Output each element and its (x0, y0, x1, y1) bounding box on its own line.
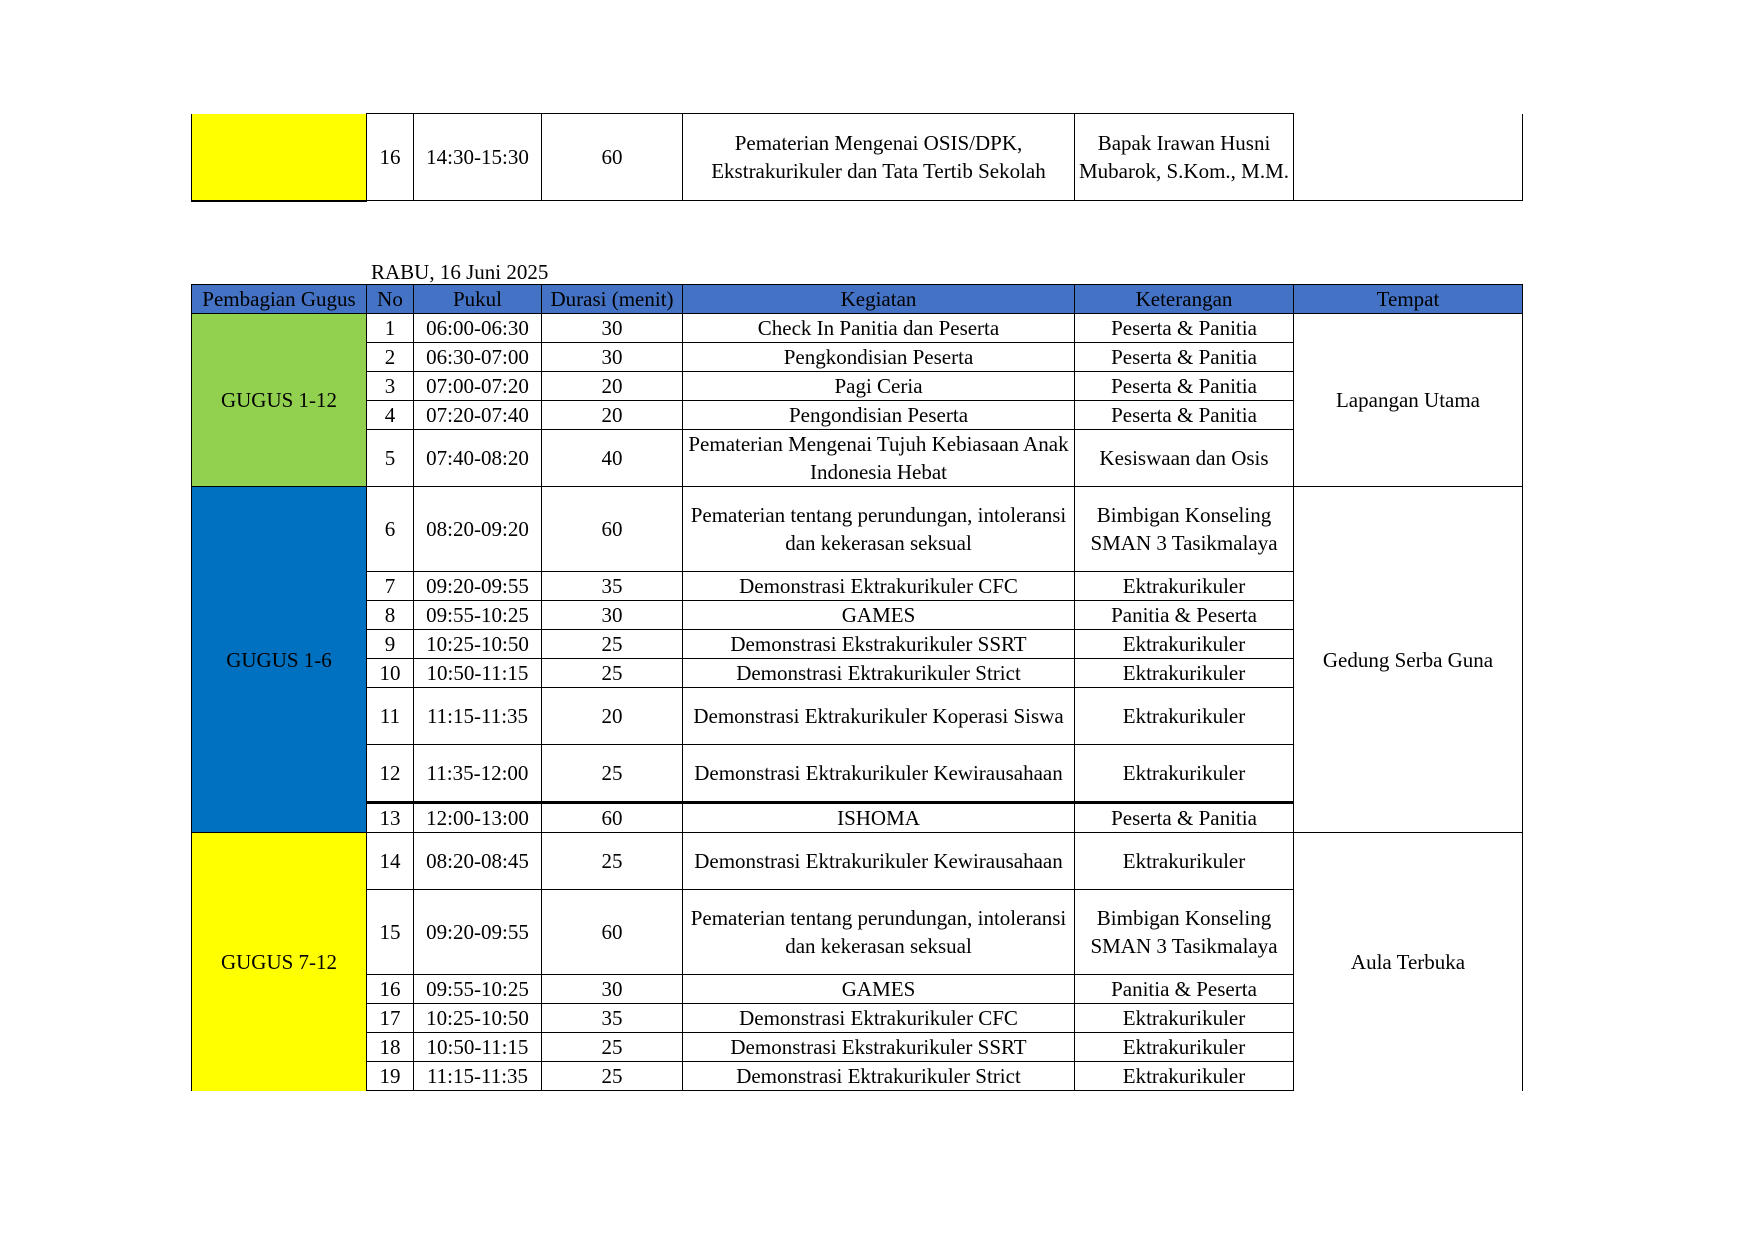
kegiatan-cell: Pematerian Mengenai OSIS/DPK, Ekstrakurikuler dan Tata Tertib Sekolah (683, 114, 1075, 201)
table-row (192, 487, 1523, 572)
pukul-cell: 09:20-09:55 (414, 890, 542, 975)
durasi-cell: 30 (542, 314, 683, 343)
kegiatan-cell: ISHOMA (683, 803, 1075, 833)
durasi-cell: 40 (542, 430, 683, 487)
keterangan-cell: Peserta & Panitia (1075, 401, 1294, 430)
kegiatan-cell: Demonstrasi Ektrakurikuler Strict (683, 1062, 1075, 1091)
pukul-cell: 10:25-10:50 (414, 630, 542, 659)
durasi-cell: 30 (542, 601, 683, 630)
pukul-cell: 07:00-07:20 (414, 372, 542, 401)
date-title: RABU, 16 Juni 2025 (371, 260, 549, 284)
header-no: No (367, 285, 414, 314)
header-kegiatan: Kegiatan (683, 285, 1075, 314)
schedule-table (191, 284, 1523, 1091)
no-cell: 16 (367, 975, 414, 1004)
header-gugus: Pembagian Gugus (192, 285, 367, 314)
header-keterangan: Keterangan (1075, 285, 1294, 314)
header-pukul: Pukul (414, 285, 542, 314)
durasi-cell: 20 (542, 688, 683, 745)
keterangan-cell: Panitia & Peserta (1075, 975, 1294, 1004)
no-cell: 13 (367, 803, 414, 833)
table-row (192, 114, 1523, 201)
tempat-cell: Gedung Serba Guna (1294, 487, 1523, 833)
no-cell: 10 (367, 659, 414, 688)
keterangan-cell: Kesiswaan dan Osis (1075, 430, 1294, 487)
keterangan-cell: Ektrakurikuler (1075, 1033, 1294, 1062)
no-cell: 3 (367, 372, 414, 401)
pukul-cell: 14:30-15:30 (414, 114, 542, 201)
kegiatan-cell: Demonstrasi Ektrakurikuler Kewirausahaan (683, 745, 1075, 803)
durasi-cell: 20 (542, 401, 683, 430)
durasi-cell: 25 (542, 1033, 683, 1062)
keterangan-cell: Ektrakurikuler (1075, 572, 1294, 601)
kegiatan-cell: Pagi Ceria (683, 372, 1075, 401)
durasi-cell: 30 (542, 343, 683, 372)
keterangan-cell: Peserta & Panitia (1075, 314, 1294, 343)
kegiatan-cell: Demonstrasi Ektrakurikuler Koperasi Siswa (683, 688, 1075, 745)
tempat-cell (1294, 114, 1523, 201)
durasi-cell: 25 (542, 1062, 683, 1091)
kegiatan-cell: Demonstrasi Ektrakurikuler CFC (683, 572, 1075, 601)
pukul-cell: 10:25-10:50 (414, 1004, 542, 1033)
keterangan-cell: Peserta & Panitia (1075, 372, 1294, 401)
gugus-cell: GUGUS 1-12 (192, 314, 367, 487)
keterangan-cell: Ektrakurikuler (1075, 688, 1294, 745)
pukul-cell: 11:35-12:00 (414, 745, 542, 803)
kegiatan-cell: GAMES (683, 601, 1075, 630)
kegiatan-cell: Check In Panitia dan Peserta (683, 314, 1075, 343)
previous-schedule-table (191, 113, 1523, 202)
pukul-cell: 08:20-09:20 (414, 487, 542, 572)
durasi-cell: 25 (542, 833, 683, 890)
kegiatan-cell: Demonstrasi Ektrakurikuler CFC (683, 1004, 1075, 1033)
durasi-cell: 25 (542, 659, 683, 688)
no-cell: 17 (367, 1004, 414, 1033)
keterangan-cell: Peserta & Panitia (1075, 343, 1294, 372)
kegiatan-cell: Pengkondisian Peserta (683, 343, 1075, 372)
keterangan-cell: Bimbigan Konseling SMAN 3 Tasikmalaya (1075, 890, 1294, 975)
keterangan-cell: Ektrakurikuler (1075, 1004, 1294, 1033)
kegiatan-cell: Demonstrasi Ektrakurikuler Kewirausahaan (683, 833, 1075, 890)
durasi-cell: 60 (542, 114, 683, 201)
no-cell: 14 (367, 833, 414, 890)
pukul-cell: 07:20-07:40 (414, 401, 542, 430)
no-cell: 6 (367, 487, 414, 572)
pukul-cell: 11:15-11:35 (414, 688, 542, 745)
kegiatan-cell: Pengondisian Peserta (683, 401, 1075, 430)
no-cell: 12 (367, 745, 414, 803)
no-cell: 4 (367, 401, 414, 430)
keterangan-cell: Bimbigan Konseling SMAN 3 Tasikmalaya (1075, 487, 1294, 572)
pukul-cell: 10:50-11:15 (414, 659, 542, 688)
keterangan-cell: Ektrakurikuler (1075, 659, 1294, 688)
durasi-cell: 35 (542, 1004, 683, 1033)
durasi-cell: 60 (542, 487, 683, 572)
no-cell: 9 (367, 630, 414, 659)
durasi-cell: 60 (542, 803, 683, 833)
durasi-cell: 25 (542, 630, 683, 659)
kegiatan-cell: Pematerian tentang perundungan, intoleransi dan kekerasan seksual (683, 487, 1075, 572)
keterangan-cell: Ektrakurikuler (1075, 833, 1294, 890)
kegiatan-cell: Pematerian Mengenai Tujuh Kebiasaan Anak Indonesia Hebat (683, 430, 1075, 487)
pukul-cell: 09:55-10:25 (414, 601, 542, 630)
pukul-cell: 10:50-11:15 (414, 1033, 542, 1062)
pukul-cell: 09:55-10:25 (414, 975, 542, 1004)
kegiatan-cell: Demonstrasi Ektrakurikuler Strict (683, 659, 1075, 688)
keterangan-cell: Ektrakurikuler (1075, 1062, 1294, 1091)
keterangan-cell: Panitia & Peserta (1075, 601, 1294, 630)
pukul-cell: 07:40-08:20 (414, 430, 542, 487)
no-cell: 18 (367, 1033, 414, 1062)
pukul-cell: 11:15-11:35 (414, 1062, 542, 1091)
no-cell: 5 (367, 430, 414, 487)
no-cell: 8 (367, 601, 414, 630)
gugus-cell: GUGUS 7-12 (192, 833, 367, 1091)
durasi-cell: 25 (542, 745, 683, 803)
gugus-cell: GUGUS 1-6 (192, 487, 367, 833)
no-cell: 11 (367, 688, 414, 745)
kegiatan-cell: GAMES (683, 975, 1075, 1004)
keterangan-cell: Ektrakurikuler (1075, 630, 1294, 659)
pukul-cell: 08:20-08:45 (414, 833, 542, 890)
durasi-cell: 20 (542, 372, 683, 401)
keterangan-cell: Ektrakurikuler (1075, 745, 1294, 803)
kegiatan-cell: Demonstrasi Ekstrakurikuler SSRT (683, 630, 1075, 659)
pukul-cell: 06:00-06:30 (414, 314, 542, 343)
kegiatan-cell: Demonstrasi Ekstrakurikuler SSRT (683, 1033, 1075, 1062)
no-cell: 7 (367, 572, 414, 601)
table-header-row (192, 285, 1523, 314)
no-cell: 2 (367, 343, 414, 372)
no-cell: 19 (367, 1062, 414, 1091)
durasi-cell: 30 (542, 975, 683, 1004)
header-durasi: Durasi (menit) (542, 285, 683, 314)
no-cell: 16 (367, 114, 414, 201)
keterangan-cell: Bapak Irawan Husni Mubarok, S.Kom., M.M. (1075, 114, 1294, 201)
durasi-cell: 60 (542, 890, 683, 975)
durasi-cell: 35 (542, 572, 683, 601)
pukul-cell: 12:00-13:00 (414, 803, 542, 833)
table-row (192, 833, 1523, 890)
keterangan-cell: Peserta & Panitia (1075, 803, 1294, 833)
pukul-cell: 06:30-07:00 (414, 343, 542, 372)
no-cell: 1 (367, 314, 414, 343)
pukul-cell: 09:20-09:55 (414, 572, 542, 601)
gugus-color-cell (192, 114, 367, 201)
tempat-cell: Aula Terbuka (1294, 833, 1523, 1091)
no-cell: 15 (367, 890, 414, 975)
tempat-cell: Lapangan Utama (1294, 314, 1523, 487)
table-row (192, 314, 1523, 343)
kegiatan-cell: Pematerian tentang perundungan, intoleransi dan kekerasan seksual (683, 890, 1075, 975)
header-tempat: Tempat (1294, 285, 1523, 314)
